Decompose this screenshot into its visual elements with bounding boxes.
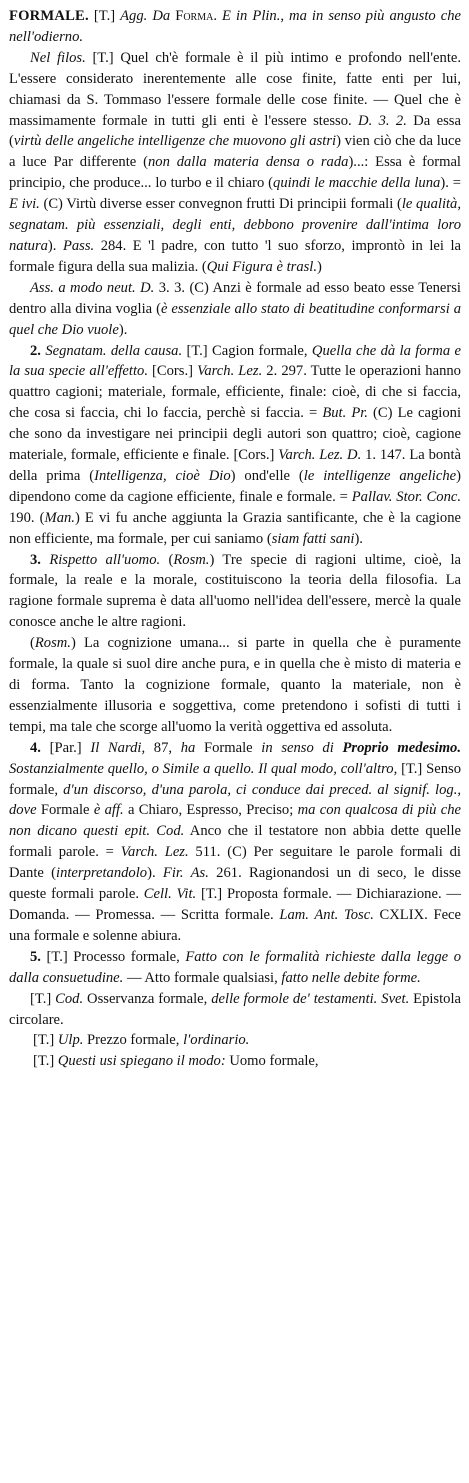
text-run: ) Tre specie di ragioni ultime, cioè, la formale, la reale e la morale, costituiscono la teoria della filosofia. La ragione formale suprema è data all'uomo nell'idea dell'essere, mercè la quale conosce anche le altre ragioni. <box>9 551 461 631</box>
text-run: [T.] Quel ch'è formale è il più intimo e profondo nell'ente. L'essere considerato inerentemente alle cose finite, fatte enti per lui, chiamasi da S. Tommaso l'essere formale delle cose finite. — Quel che è massimamente formale in tutti gli enti è l'essere stesso. <box>9 49 461 129</box>
text-run: in senso di <box>261 739 334 756</box>
text-run: Da essa ( <box>9 112 461 150</box>
text-run: Ass. a modo neut. D. <box>30 279 155 296</box>
text-run: )...: Essa è formal principio, che produce... lo turbo e il chiaro ( <box>9 154 461 192</box>
text-run: è essenziale allo stato di beatitudine conformarsi a quel che Dio vuole <box>9 300 461 338</box>
text-run: [Cors.] <box>147 363 198 380</box>
entry-paragraph <box>9 1030 461 1051</box>
text-run: Rosm. <box>173 551 210 568</box>
text-run: . <box>213 8 223 24</box>
headword: FORMALE. <box>9 8 89 24</box>
text-run: ( <box>160 551 174 568</box>
text-run: [Par.] <box>40 739 91 756</box>
text-run: ) La cognizione umana... si parte in quella che è puramente formale, la quale si suol dire anche pura, e in quella che è misto di materia e di forma. Tanto la cognizione formale, quanto la materiale, non è essenzialmente illusoria e soggettiva, come pretendono i sofisti di tutti i tempi, ma tale che scorge all'uomo la verità oggettiva ed assoluta. <box>9 635 461 735</box>
text-run: Quella che dà la forma e la sua specie all'effetto. <box>9 342 461 380</box>
text-run: [T.] <box>33 1053 58 1070</box>
text-run: Cell. Vit. <box>143 886 197 903</box>
text-run: 1. 147. La bontà della prima ( <box>9 447 461 484</box>
text-run: 87, <box>145 739 181 756</box>
text-run: 511. (C) Per seguitare le parole formali di Dante ( <box>9 844 461 882</box>
text-run: [T.] Senso formale, <box>9 760 461 798</box>
text-run: D. 3. 2. <box>358 112 407 129</box>
sense-number: 3. <box>30 551 41 568</box>
entry-paragraph <box>9 947 461 989</box>
entry-paragraph <box>9 341 461 550</box>
text-run: Proprio medesimo. <box>333 739 462 756</box>
text-run: Intelligenza, cioè Dio <box>94 467 231 484</box>
text-run: Pass. <box>62 237 95 254</box>
text-run: ). = <box>440 175 461 192</box>
text-run: a Chiaro, Espresso, Preciso; <box>123 802 298 819</box>
text-run: Sostanzialmente quello, o Simile a quello. Il qual modo, coll'altro, <box>9 760 398 777</box>
text-run: ). <box>47 237 63 254</box>
text-run: fatto nelle debite forme. <box>281 969 421 986</box>
text-run: 284. E 'l padre, con tutto 'l suo sforzo, improntò in lei la formale figura della sua malizia. ( <box>9 237 461 275</box>
text-run: CXLIX. Fece una formale e solenne abiura. <box>9 906 461 944</box>
text-run: Nel filos. <box>30 49 86 66</box>
text-run: Anco che il testatore non abbia dette quelle formali parole. = <box>9 823 461 861</box>
entry-headword-line <box>9 6 461 48</box>
text-run: ) E vi fu anche aggiunta la Grazia santificante, che è la cagione non efficiente, ma formale, per cui saniamo ( <box>9 509 461 547</box>
entry-paragraph <box>9 633 461 738</box>
text-run: Il Nardi, <box>90 739 146 756</box>
text-run: Rosm. <box>34 635 71 652</box>
text-run: Man. <box>44 509 75 526</box>
text-run: ) dipendono come da cagione efficiente, finale e formale. = <box>9 467 461 505</box>
text-run: E in Plin., ma in senso più angusto che nell'odierno. <box>9 8 462 45</box>
entry-paragraph <box>9 1051 461 1072</box>
text-run: interpretandolo <box>56 865 148 882</box>
text-run: Questi usi spiegano il modo: <box>57 1053 226 1070</box>
text-run: ma con qualcosa di più che non dicano questi epit. Cod. <box>9 802 461 840</box>
text-run: quindi le macchie della luna <box>273 175 441 192</box>
text-run: non dalla materia densa o rada <box>147 154 349 171</box>
text-run: l'ordinario. <box>183 1032 250 1049</box>
text-run: Pallav. Stor. Conc. <box>351 488 461 505</box>
text-run: [T.] Cagion formale, <box>182 342 312 359</box>
text-run: Osservanza formale, <box>83 990 212 1007</box>
text-run: [T.] Processo formale, <box>40 948 186 965</box>
text-run: ) ond'elle ( <box>230 467 304 484</box>
text-run: Prezzo formale, <box>83 1032 184 1049</box>
text-run: 261. Ragionandosi un di seco, le disse queste formali parole. <box>9 865 461 903</box>
text-run: ( <box>30 635 35 652</box>
text-run: Lam. Ant. Tosc. <box>279 906 374 923</box>
text-run: Agg. Da <box>120 8 176 24</box>
text-run: [T.] <box>33 1032 58 1049</box>
text-run: delle formole de' testamenti. Svet. <box>211 990 410 1007</box>
sense-number: 2. <box>30 342 41 359</box>
text-run: ) vien ciò che da luce a luce Par differente ( <box>9 133 462 171</box>
text-run: Varch. Lez. <box>197 363 263 380</box>
cross-reference: Forma <box>175 8 214 24</box>
text-run: virtù delle angeliche intelligenze che muovono gli astri <box>13 133 337 150</box>
text-run: le intelligenze angeliche <box>303 467 457 484</box>
text-run: 3. 3. (C) Anzi è formale ad esso beato esse Tenersi dentro alla divina voglia ( <box>9 279 461 317</box>
text-run: (C) Virtù diverse esser convegnon frutti Di principii formali ( <box>39 196 402 213</box>
text-run: [T.] Proposta formale. — Dichiarazione. — Domanda. — Promessa. — Scritta formale. <box>9 886 461 923</box>
text-run: siam fatti sani <box>271 530 355 547</box>
text-run: ). <box>118 321 128 338</box>
entry-paragraph <box>9 989 461 1031</box>
entry-paragraph <box>9 48 461 278</box>
entry-paragraph <box>9 550 461 634</box>
entry-paragraph <box>9 278 461 341</box>
text-run: E ivi. <box>9 196 40 213</box>
text-run: Fir. As. <box>162 865 209 882</box>
entry-paragraph <box>9 738 461 947</box>
text-run: Formale <box>36 802 94 819</box>
text-run: Rispetto all'uomo. <box>49 551 161 568</box>
text-run: ) <box>317 258 322 275</box>
text-run: 190. ( <box>9 509 45 526</box>
text-run: 2. 297. Tutte le operazioni hanno quattro cagioni; materiale, formale, efficiente, finale: cioè, di che si faccia, che cosa si faccia, chi lo faccia, perchè si faccia. = <box>9 363 461 422</box>
text-run: d'un discorso, d'una parola, ci conduce dai preced. al signif. log., dove <box>9 781 461 819</box>
text-run: Cod. <box>55 990 84 1007</box>
text-run: Qui Figura è trasl. <box>206 258 318 275</box>
text-run: But. Pr. <box>322 405 368 422</box>
text-run: le qualità, segnatam. più essenziali, degli enti, debbono provenire dall'intima loro natura <box>9 196 461 254</box>
text-run: Uomo formale, <box>225 1053 319 1070</box>
text-run: Formale <box>195 739 262 756</box>
text-run: Segnatam. della causa. <box>45 342 183 359</box>
text-run: Fatto con le formalità richieste dalla legge o dalla consuetudine. <box>9 948 461 986</box>
text-run: [T.] <box>30 990 56 1007</box>
text-run: è aff. <box>93 802 124 819</box>
sense-number: 4. <box>30 739 41 756</box>
dictionary-entry-formale <box>9 6 461 1072</box>
text-run: Ulp. <box>57 1032 84 1049</box>
text-run: — Atto formale qualsiasi, <box>123 969 282 986</box>
text-run: (C) Le cagioni che sono da investigare nei principii degli autori son quattro; cioè, cagione materiale, formale, efficiente e finale. [Cors.] <box>9 405 461 464</box>
text-run: [T.] <box>88 8 121 24</box>
text-run: Epistola circolare. <box>9 990 461 1028</box>
text-run: ha <box>180 739 196 756</box>
text-run: Varch. Lez. D. <box>278 447 362 464</box>
text-run: ). <box>147 865 163 882</box>
text-run: Varch. Lez. <box>120 844 189 861</box>
text-run: ). <box>354 530 363 547</box>
sense-number: 5. <box>30 948 41 965</box>
